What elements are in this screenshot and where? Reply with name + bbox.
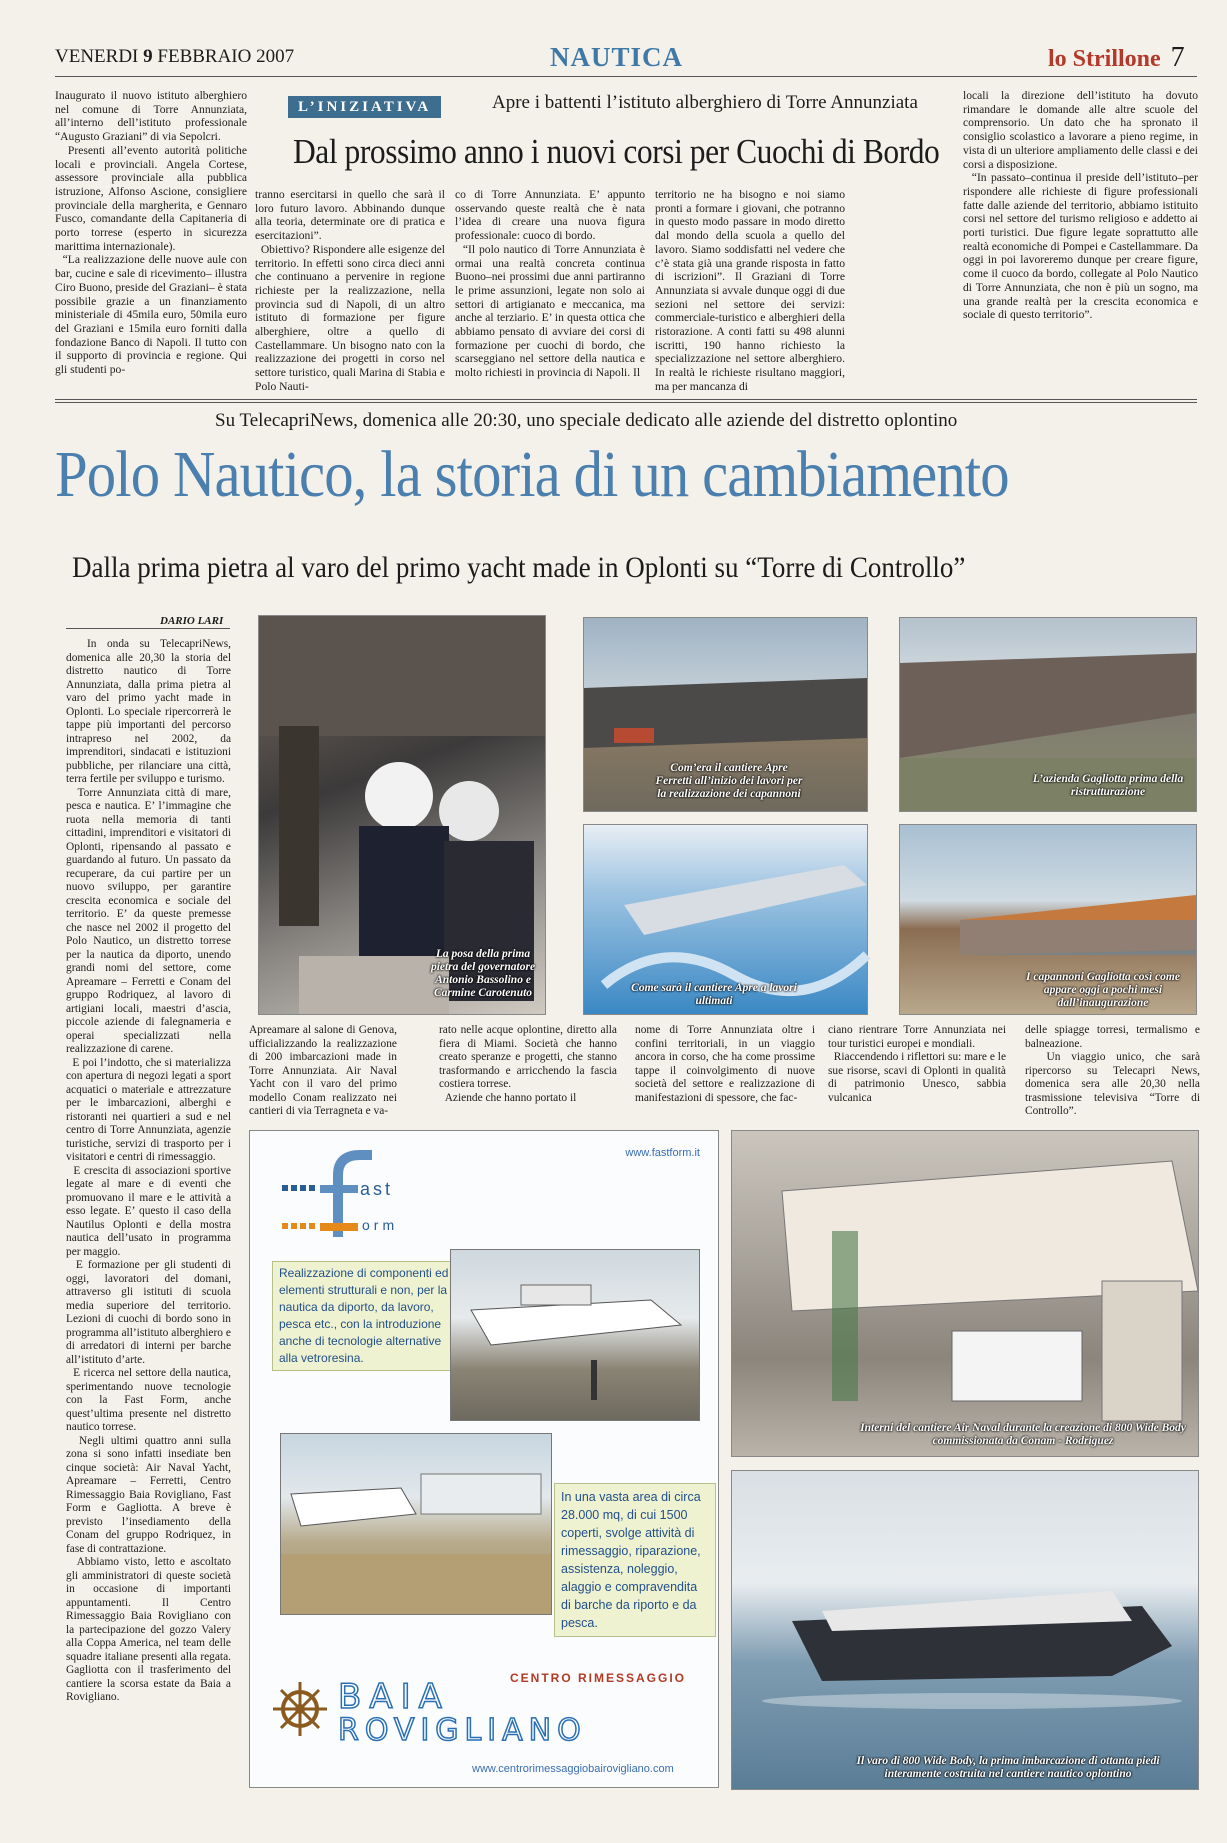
- photo-interni-cantiere: [731, 1130, 1199, 1457]
- fastform-word-2: orm: [362, 1217, 399, 1233]
- caption-gagliotta-before: L’azienda Gagliotta prima della ristrutturazione: [1032, 773, 1184, 798]
- date-line: VENERDI 9 FEBBRAIO 2007: [55, 46, 295, 67]
- photo-apre-before: [583, 617, 868, 812]
- main-col-b: rato nelle acque oplontine, diretto alla fiera di Miami. Società che hanno creato speranze e progetti, che stanno trasformando e arricchendo la fascia costiera torrese. Aziende che hanno portato il: [439, 1024, 617, 1104]
- main-col-c: nome di Torre Annunziata oltre i confini territoriali, in un viaggio ancora in corso, che ha come prossime tappe il coinvolgimento di nuove società del settore e realizzazione di manifestazioni di spessore, che fac-: [635, 1024, 818, 1104]
- main-subheadline: Dalla prima pietra al varo del primo yacht made in Oplonti su “Torre di Controllo”: [72, 551, 966, 584]
- top-col-2: tranno esercitarsi in quello che sarà il loro futuro lavoro. Abbinando dunque alla teoria, determinate ore di pratica e esercitazioni”. Obiettivo? Rispondere alle esigenze del territorio. In effetti sono circa dieci anni che continuano a pervenire in regione richieste per la realizzazione, nella provincia sud di Napoli, di un altro istituto di formazione per figure alberghiere, oltre a quello di Castellammare. Un bisogno nato con la realizzazione dei progetti in corso nel settore turistico, quali Marina di Stabia e Polo Nauti-: [255, 188, 445, 393]
- caption-prima-pietra: La posa della prima pietra del governatore Antonio Bassolino e Carmine Carotenuto: [430, 948, 536, 999]
- ad-url-bottom[interactable]: www.centrorimessaggiobairovigliano.com: [472, 1763, 674, 1775]
- main-col-e: delle spiagge torresi, termalismo e balneazione. Un viaggio unico, che sarà ripercorso su Telecapri News, domenica sera alle 20,30 nella trasmissione televisiva “Torre di Controllo”.: [1025, 1024, 1201, 1117]
- photo-capannoni-today: [899, 824, 1197, 1015]
- top-double-rule-2: [55, 402, 1197, 403]
- baia-text: In una vasta area di circa 28.000 mq, di cui 1500 coperti, svolge attività di rimessaggio, riparazione, assistenza, noleggio, alaggio e compravendita di barche da riporto e da pesca.: [554, 1483, 716, 1637]
- boat-yard-illustration: [451, 1250, 699, 1420]
- top-col-5: locali la direzione dell’istituto ha dovuto rimandare le domande alle altre scuole del comprensorio. Un dato che ha spronato il consiglio scolastico a lavorare a pieno regime, in vista di un ulteriore ampliamento delle classi e dei corsi a disposizione. “In passato–continua il preside dell’istituto–per rispondere alle richieste di figure professionali fatte dalle aziende del territorio, abbiamo istituito corsi nel settore del turismo religioso e addetto ai porti turistici. Due figure legate soprattutto alle realtà economiche di Pompei e Castellammare. Da oggi in poi lavoreremo dunque per creare figure, come il cuoco da bordo, collegate al Polo Nautico di Torre Annunziata, che non è più un sogno, ma una grande realtà per la crescita economica e sociale di questo territorio”.: [963, 89, 1199, 322]
- photo-prima-pietra: [258, 615, 546, 1015]
- ship-wheel-icon: [270, 1679, 330, 1739]
- fastform-word-1: ast: [360, 1179, 394, 1199]
- byline: DARIO LARI: [160, 615, 224, 627]
- ad-photo-marina: [280, 1433, 552, 1615]
- top-col-4: territorio ne ha bisogno e noi siamo pronti a formare i giovani, che potranno in questo modo passare in modo diretto dal mondo della scuola a quello del lavoro. Siamo soddisfatti nel vedere che c’è stata già una grande risposta in fatto di iscrizioni”. Il Graziani di Torre Annunziata si avvale dunque oggi di due sezioni nel settore dei servizi: commerciale-turistico e alberghieri della ristorazione. A conti fatti su 498 alunni iscritti, 190 hanno richiesto la specializzazione nel settore alberghiero. In realtà le richieste risultano maggiori, ma per mancanza di: [655, 188, 848, 393]
- caption-apre-render: Come sarà il cantiere Apre a lavori ultimati: [631, 982, 797, 1007]
- photo-apre-render: [583, 824, 868, 1015]
- top-subhead: Apre i battenti l’istituto alberghiero di Torre Annunziata: [492, 92, 918, 113]
- ad-url-top[interactable]: www.fastform.it: [625, 1147, 700, 1159]
- overline: Su TelecapriNews, domenica alle 20:30, uno speciale dedicato alle aziende del distretto oplontino: [215, 410, 958, 431]
- caption-apre-before: Com’era il cantiere Apre Ferretti all’inizio dei lavori per la realizzazione dei capannoni: [655, 762, 803, 800]
- fastform-logo: [280, 1151, 430, 1241]
- header-rule: [55, 76, 1197, 77]
- caption-varo: Il varo di 800 Wide Body, la prima imbarcazione di ottanta piedi interamente costruita nel cantiere nautico oplontino: [856, 1755, 1160, 1780]
- paper-name: lo Strillone 7: [1048, 42, 1185, 73]
- photo-gagliotta-before: [899, 617, 1197, 812]
- baia-name-1: BAIA: [338, 1677, 450, 1717]
- section-title: NAUTICA: [550, 42, 684, 72]
- baia-name-2: ROVIGLIANO: [338, 1713, 587, 1748]
- photo-varo-yacht: [731, 1470, 1199, 1790]
- fastform-text: Realizzazione di componenti ed elementi strutturali e non, per la nautica da diporto, da lavoro, pesca etc., con la introduzione anche di tecnologie alternative alla vetroresina.: [272, 1261, 464, 1371]
- top-col-3: co di Torre Annunziata. E’ appunto osservando queste realtà che è nata l’idea di creare una nuova figura professionale: cuoco di bordo. “Il polo nautico di Torre Annunziata è ormai una realtà concreta continua Buono–nei prossimi due anni partiranno le prime assunzioni, legate non solo ai settori di artigianato e meccanica, ma anche al terziario. E’ in questa ottica che abbiamo pensato di avviare dei corsi di formazione per cuochi di bordo, che scarseggiano nel settore della nautica e molto richiesti in provincia di Napoli. Il: [455, 188, 646, 380]
- marina-illustration: [281, 1434, 551, 1614]
- caption-interni: Interni del cantiere Air Naval durante la creazione di 800 Wide Body commissionata da Conam - Rodriguez: [860, 1422, 1186, 1447]
- kicker-label: L’INIZIATIVA: [288, 96, 441, 118]
- ad-photo-boat-yard: [450, 1249, 700, 1421]
- fastform-logo-mark: [280, 1151, 430, 1241]
- baia-centro-label: CENTRO RIMESSAGGIO: [510, 1671, 687, 1685]
- byline-rule: [66, 628, 230, 629]
- main-headline: Polo Nautico, la storia di un cambiamento: [55, 438, 1009, 511]
- main-col-a: Apreamare al salone di Genova, ufficializzando la realizzazione di 200 imbarcazioni made in Torre Annunziata. Air Naval Yacht con il varo del primo modello Conam realizzato nei cantieri di via Terragneta e va-: [249, 1024, 400, 1117]
- top-col-1: Inaugurato il nuovo istituto alberghiero nel comune di Torre Annunziata, all’interno dell’istituto professionale “Augusto Graziani” di via Sepolcri. Presenti all’evento autorità politiche locali e provinciali. Angela Cortese, assessore provinciale alla pubblica istruzione, Alfonso Ascione, consigliere provinciale della margherita, e Gennaro Fusco, comandante della Capitaneria di porto torrese (esperto in sicurezza marittima internazionale). “La realizzazione delle nuove aule con bar, cucine e sale di ricevimento– illustra Ciro Buono, preside del Graziani– è stata possibile grazie a un finanziamento ministeriale di 45mila euro, 50mila euro del Graziani e 15mila euro forniti dalla fondazione Banco di Napoli. Il tutto con il supporto di provincia e regione. Qui gli studenti po-: [55, 89, 247, 377]
- varo-illustration: [732, 1471, 1198, 1789]
- main-col-left: In onda su TelecapriNews, domenica alle 20,30 la storia del distretto nautico di Torre Annunziata, dalla prima pietra al varo del primo yacht made in Oplonti. Lo speciale ripercorrerà le tappe più importanti del percorso intrapreso nel 2002, da imprenditori, sindacati e istituzioni pubbliche, per rilanciare una città, terra fertile per sviluppo e turismo. Torre Annunziata città di mare, pesca e nautica. E’ l’immagine che ruota nella memoria di tanti cittadini, imprenditori e visitatori di Oplonti, ripensando al passato e guardando al futuro. Un passato da recuperare, da cui partire per un nuovo sviluppo, per garantire crescita economica e sociale del territorio. E’ da queste premesse che nasce nel 2002 il progetto del Polo Nautico, un distretto torrese per la nautica da diporto, unendo grandi nomi del settore, come Apreamare – Ferretti e Conam del gruppo Rodriquez, al lavoro di artigiani locali, maestri d’ascia, piccole aziende di falegnameria e operai specializzati nella realizzazione di carene. E poi l’indotto, che si materializza con apertura di negozi legati a sport acquatici o materiale e attrezzature per le imbarcazioni, alberghi e ristoranti nei quartieri a sud e nel centro di Torre Annunziata, agenzie turistiche, servizi di trasporto per i visitatori e centri di rimessaggio. E crescita di associazioni sportive legate al mare e di eventi che promuovano il mare e le attività a esso legate. E’ questo il caso della Nautilus Oplonti e della mostra nautica dell’usato in programma per maggio. E formazione per gli studenti di oggi, lavoratori del domani, attraverso gli istituti di scuola media superiore del territorio. Lezioni di cuochi di bordo sono in programma all’istituto alberghiero e di arredatori di interni per barche all’istituto d’arte. E ricerca nel settore della nautica, sperimentando nuove tecnologie con la Fast Form, anche quest’ultima presente nel distretto nautico torrese. Negli ultimi quattro anni sulla zona si sono infatti insediate ben cinque società: Air Naval Yacht, Apreamare – Ferretti, Centro Rimessaggio Baia Rovigliano, Fast Form e Gagliotta. A breve è previsto l’insediamento della Conam del gruppo Rodriquez, in fase di contrattazione. Abbiamo visto, letto e ascoltato gli amministratori di queste società in occasione di importanti appuntamenti. Il Centro Rimessaggio Baia Rovigliano con la partecipazione del gozzo Valery alla Coppa America, nel team delle squadre italiane presenti alla regata. Gagliotta con il trasferimento del cantiere la scorsa estate da Baia a Rovigliano.: [66, 638, 231, 1703]
- top-headline: Dal prossimo anno i nuovi corsi per Cuochi di Bordo: [293, 132, 940, 171]
- advertisement: [249, 1130, 719, 1788]
- top-double-rule: [55, 399, 1197, 400]
- main-col-d: ciano rientrare Torre Annunziata nei tour turistici europei e mondiali. Riaccendendo i riflettori su: mare e le sue risorse, scavi di Oplonti in qualità di patrimonio Unesco, sabbia vulcanica: [828, 1024, 1006, 1104]
- caption-capannoni-today: I capannoni Gagliotta così come appare oggi a pochi mesi dall’inaugurazione: [1026, 971, 1180, 1009]
- interni-illustration: [732, 1131, 1198, 1456]
